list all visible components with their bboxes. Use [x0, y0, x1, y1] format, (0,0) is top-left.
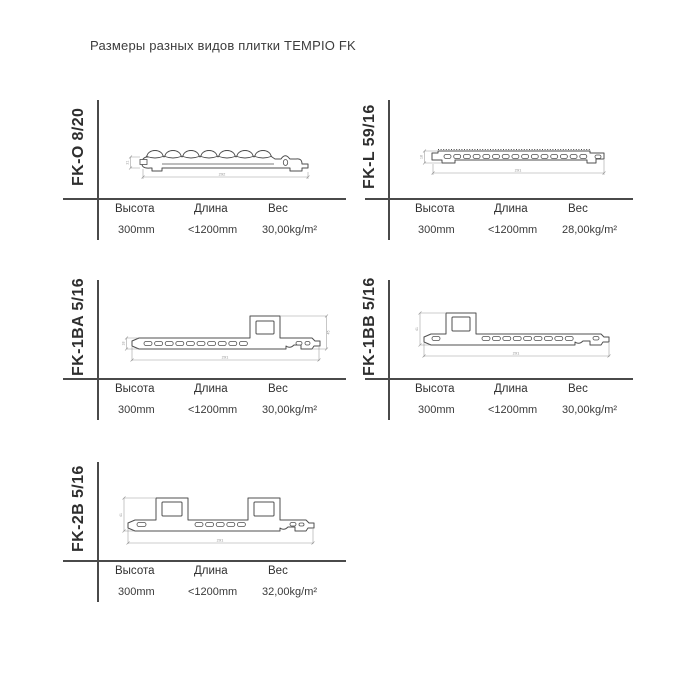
profile-drawing-fk-l [418, 146, 623, 180]
value-weight: 30,00kg/m² [562, 404, 618, 416]
col-header-length: Длина [194, 203, 228, 215]
hook-notch [140, 160, 147, 165]
section-label: FK-1BA 5/16 [70, 277, 87, 376]
dim-width-label: 291 [216, 537, 224, 543]
section-label: FK-O 8/20 [70, 107, 87, 186]
sheet-title: Размеры разных видов плитки TEMPIO FK [90, 38, 356, 53]
slot-holes [137, 523, 304, 527]
value-weight: 30,00kg/m² [262, 224, 318, 236]
box-channel-hole-right [254, 502, 274, 516]
dim-thickness-label: 18 [419, 155, 424, 159]
value-length: <1200mm [188, 224, 238, 236]
end-hole [283, 160, 287, 166]
value-height: 300mm [418, 404, 455, 416]
section-label: FK-L 59/16 [361, 104, 378, 189]
dim-width-label: 291 [514, 167, 522, 173]
slot-holes [444, 155, 601, 159]
section-fk-o-8-20 [60, 95, 352, 247]
value-height: 300mm [118, 404, 155, 416]
profile-drawing-fk-2b [120, 490, 325, 552]
col-header-weight: Вес [568, 203, 588, 215]
dimensions [126, 156, 310, 180]
dim-width-label: 291 [221, 354, 229, 360]
section-divider-rule [63, 378, 346, 380]
box-channel-hole [452, 317, 470, 331]
value-length: <1200mm [188, 404, 238, 416]
value-height: 300mm [118, 224, 155, 236]
section-divider-rule [365, 198, 633, 200]
col-header-height: Высота [115, 383, 155, 395]
section-divider-rule [63, 198, 346, 200]
col-header-length: Длина [194, 565, 228, 577]
dome-holes [147, 151, 271, 159]
dim-width-label: 291 [512, 350, 520, 356]
section-vertical-rule [97, 280, 99, 420]
section-vertical-rule [388, 100, 390, 240]
col-header-weight: Вес [268, 203, 288, 215]
dimensions [420, 150, 606, 176]
dim-profile-height-label: 45 [326, 330, 331, 335]
section-divider-rule [63, 560, 346, 562]
dim-profile-height-label: 41 [415, 327, 419, 331]
section-fk-1bb-5-16 [360, 275, 645, 427]
profile-drawing-fk-o [116, 143, 326, 188]
dim-width-label: 292 [218, 171, 226, 177]
dim-thickness-label: 18 [121, 341, 126, 346]
slot-holes [144, 342, 310, 346]
section-fk-2b-5-16 [60, 457, 352, 609]
profile-drawing-fk-1ba [122, 310, 332, 368]
col-header-length: Длина [194, 383, 228, 395]
col-header-height: Высота [115, 203, 155, 215]
section-label: FK-2B 5/16 [70, 465, 87, 552]
col-header-height: Высота [415, 203, 455, 215]
value-weight: 30,00kg/m² [262, 404, 318, 416]
section-vertical-rule [388, 280, 390, 420]
profile-drawing-fk-1bb [416, 307, 621, 364]
value-length: <1200mm [188, 586, 238, 598]
value-height: 300mm [418, 224, 455, 236]
col-header-weight: Вес [268, 565, 288, 577]
col-header-length: Длина [494, 203, 528, 215]
col-header-weight: Вес [568, 383, 588, 395]
box-channel-hole [256, 321, 274, 334]
col-header-length: Длина [494, 383, 528, 395]
col-header-height: Высота [415, 383, 455, 395]
dim-profile-height-label: 41 [119, 513, 123, 517]
value-height: 300mm [118, 586, 155, 598]
slot-holes [432, 337, 599, 341]
value-weight: 32,00kg/m² [262, 586, 318, 598]
value-length: <1200mm [488, 404, 538, 416]
col-header-weight: Вес [268, 383, 288, 395]
section-vertical-rule [97, 462, 99, 602]
section-divider-rule [365, 378, 633, 380]
dim-thickness-label: 21 [125, 160, 130, 165]
value-weight: 28,00kg/m² [562, 224, 618, 236]
value-length: <1200mm [488, 224, 538, 236]
section-label: FK-1BB 5/16 [361, 277, 378, 376]
col-header-height: Высота [115, 565, 155, 577]
section-fk-l-59-16 [360, 95, 645, 247]
section-fk-1ba-5-16 [60, 275, 352, 427]
section-vertical-rule [97, 100, 99, 240]
box-channel-hole-left [162, 502, 182, 516]
